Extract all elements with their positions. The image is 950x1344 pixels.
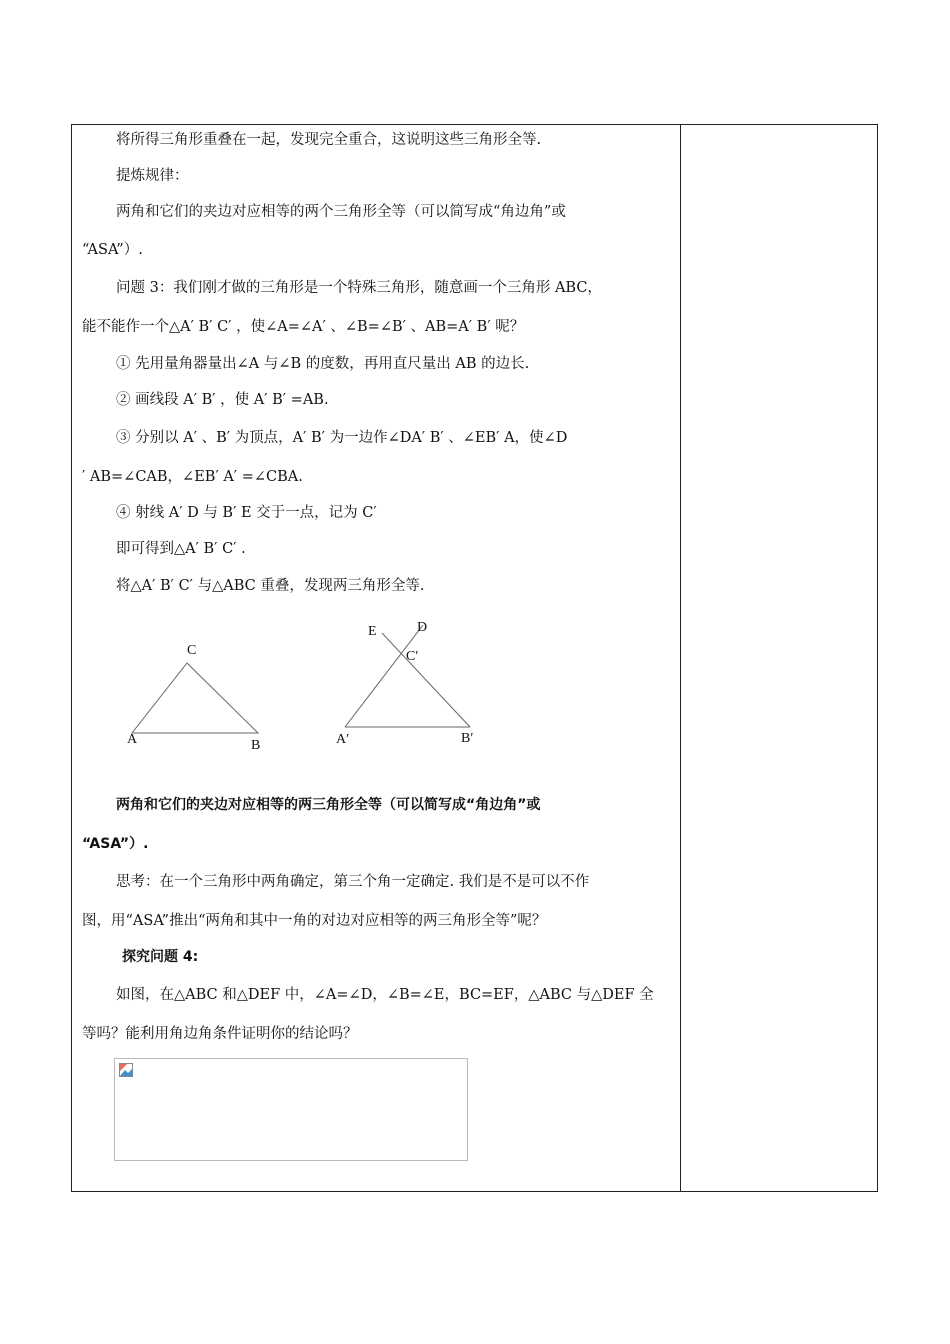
text-line: 提炼规律：	[116, 168, 189, 184]
label-b-prime: B′	[461, 731, 474, 746]
broken-image-icon	[119, 1063, 133, 1077]
text-line: 等吗？能利用角边角条件证明你的结论吗？	[82, 1026, 358, 1042]
text-line: ② 画线段 A′ B′ ，使 A′ B′ =AB.	[116, 392, 329, 408]
label-a-prime: A′	[336, 732, 350, 747]
rule-statement: “ASA”）.	[82, 836, 149, 852]
triangle-abc	[132, 663, 258, 733]
text-line: 如图，在△ABC 和△DEF 中，∠A=∠D，∠B=∠E，BC=EF，△ABC 与△DEF 全	[116, 987, 654, 1003]
triangle-figures	[120, 615, 500, 765]
text-line: 将所得三角形重叠在一起，发现完全重合，这说明这些三角形全等.	[116, 132, 542, 148]
section-heading: 探究问题 4:	[122, 949, 199, 965]
text-line: 能不能作一个△A′ B′ C′ ，使∠A=∠A′ 、∠B=∠B′ 、AB=A′ B′ 呢？	[82, 319, 525, 335]
label-c: C	[187, 643, 197, 658]
text-line: 两角和它们的夹边对应相等的两个三角形全等（可以简写成“角边角”或	[116, 204, 566, 220]
text-line: 思考：在一个三角形中两角确定，第三个角一定确定. 我们是不是可以不作	[116, 874, 590, 890]
text-line: ④ 射线 A′ D 与 B′ E 交于一点，记为 C′	[116, 505, 377, 521]
label-e: E	[368, 624, 377, 639]
text-line: 即可得到△A′ B′ C′ .	[116, 541, 246, 557]
label-d: D	[417, 620, 428, 635]
text-line: ① 先用量角器量出∠A 与∠B 的度数，再用直尺量出 AB 的边长.	[116, 356, 530, 372]
label-c-prime: C′	[406, 649, 419, 664]
ray-b-prime-e	[382, 633, 470, 727]
rule-statement: 两角和它们的夹边对应相等的两三角形全等（可以简写成“角边角”或	[116, 797, 541, 813]
text-line: ③ 分别以 A′ 、B′ 为顶点，A′ B′ 为一边作∠DA′ B′ 、∠EB′ A，使∠D	[116, 430, 568, 446]
label-a: A	[127, 732, 138, 747]
text-line: “ASA”）.	[82, 242, 143, 258]
text-line: 将△A′ B′ C′ 与△ABC 重叠，发现两三角形全等.	[116, 578, 425, 594]
label-b: B	[251, 738, 261, 753]
image-placeholder	[114, 1058, 468, 1161]
text-line: 问题 3：我们刚才做的三角形是一个特殊三角形，随意画一个三角形 ABC，	[116, 280, 602, 296]
text-line: 图，用“ASA”推出“两角和其中一角的对边对应相等的两三角形全等”呢？	[82, 913, 547, 929]
text-line: ′ AB=∠CAB，∠EB′ A′ =∠CBA.	[82, 469, 303, 485]
ray-a-prime-d	[345, 625, 423, 727]
